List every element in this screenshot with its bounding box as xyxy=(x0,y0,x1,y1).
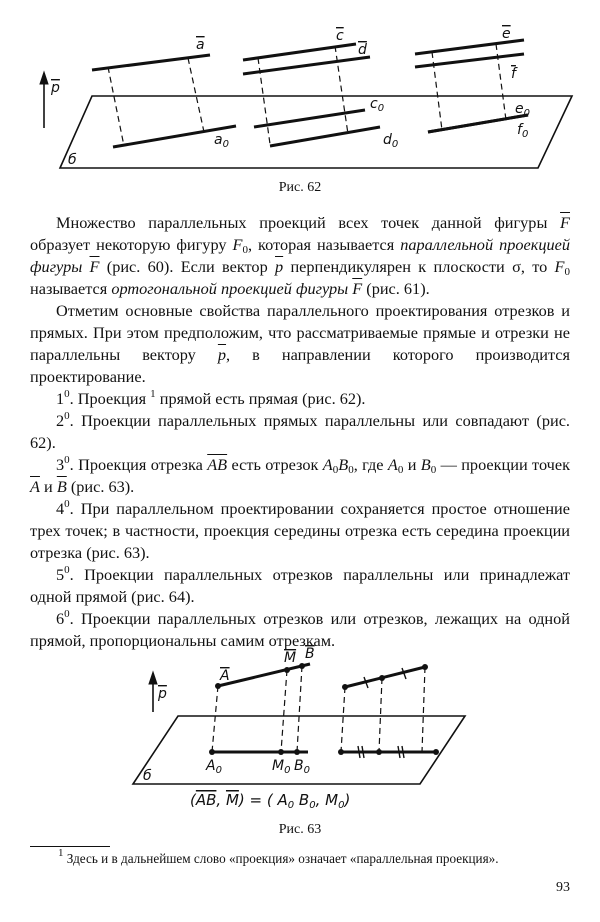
label-M: M xyxy=(284,650,297,666)
label-e: e xyxy=(502,26,511,42)
formula: (AB, M) = ( $A_0$ $B_0$, $M_0$) xyxy=(190,791,351,811)
label-M0: $M_0$ xyxy=(272,758,291,776)
label-d: d xyxy=(358,42,367,58)
caption-fig-63: Рис. 63 xyxy=(278,822,322,837)
line-c0 xyxy=(254,110,365,127)
line-c xyxy=(243,44,356,60)
label-p: p xyxy=(51,80,60,96)
line-f xyxy=(415,54,524,67)
line-e xyxy=(415,40,524,54)
label-p-63: p xyxy=(158,686,167,702)
caption-fig-62: Рис. 62 xyxy=(278,180,322,195)
label-c0: $c_0$ xyxy=(370,96,385,114)
label-c: c xyxy=(336,28,344,44)
footnote-rule xyxy=(30,846,110,847)
label-f: f xyxy=(511,66,516,82)
label-e0: $e_0$ xyxy=(515,101,530,119)
paragraph-1: Множество параллельных проекций всех точек данной фигуры $\overline{F}$ образует некоторую фигуру $F_0$, которая называется параллельной проекцией фигуры $\overline{F}$ (рис. 60). Если вектор $\overline{p}$ перпендикулярен к плоскости σ, то $F_0$ называется ортогональной проекцией фигуры $\overline{F}$ (рис. 61). xyxy=(30,213,571,298)
property-1: $1^0$. Проекция $^1$ прямой есть прямая (рис. 62). xyxy=(56,388,366,408)
label-A: A xyxy=(220,668,230,684)
plane-sigma xyxy=(60,96,572,168)
label-d0: $d_0$ xyxy=(383,132,399,150)
property-6: $6^0$. Проекции параллельных отрезков или отрезков, лежащих на одной прямой, пропорциональны самим отрезкам. xyxy=(30,608,570,650)
label-f0: $f_0$ xyxy=(517,122,529,140)
label-B0: $B_0$ xyxy=(294,758,310,776)
paragraph-2: Отметим основные свойства параллельного проектирования отрезков и прямых. При этом предположим, что рассматриваемые прямые и отрезки не параллельны вектору $\overline{p}$, в направлении которого производится проектирование. xyxy=(30,301,570,386)
line-d0 xyxy=(270,127,380,146)
line-a xyxy=(92,55,210,70)
label-a: a xyxy=(196,37,205,53)
main-text xyxy=(30,212,570,652)
label-sigma: б xyxy=(68,152,77,168)
line-f0 xyxy=(428,115,528,132)
label-sigma-63: б xyxy=(143,768,152,784)
segment-AB xyxy=(218,664,310,686)
label-a0: $a_0$ xyxy=(214,132,229,150)
property-5: $5^0$. Проекции параллельных отрезков параллельны или принадлежат одной прямой (рис. 64). xyxy=(30,564,570,606)
page-number: 93 xyxy=(556,880,570,895)
property-3: $3^0$. Проекция отрезка $\overline{AB}$ есть отрезок $A_0B_0$, где $A_0$ и $B_0$ — проекции точек $\overline{A}$ и $\overline{B}$ (рис. 63). xyxy=(30,454,570,496)
line-d xyxy=(243,57,370,74)
footnote: $^1$ Здесь и в дальнейшем слово «проекция» означает «параллельная проекция». xyxy=(58,847,499,866)
property-4: $4^0$. При параллельном проектировании сохраняется простое отношение трех точек; в частности, проекция середины отрезка есть середина проекции отрезка (рис. 63). xyxy=(30,498,570,562)
label-A0: $A_0$ xyxy=(206,758,222,776)
figure-62 xyxy=(0,22,600,197)
segment-right xyxy=(345,667,425,687)
label-B: B xyxy=(305,646,315,662)
figure-63 xyxy=(0,638,600,818)
property-2: $2^0$. Проекции параллельных прямых параллельны или совпадают (рис. 62). xyxy=(30,410,570,452)
